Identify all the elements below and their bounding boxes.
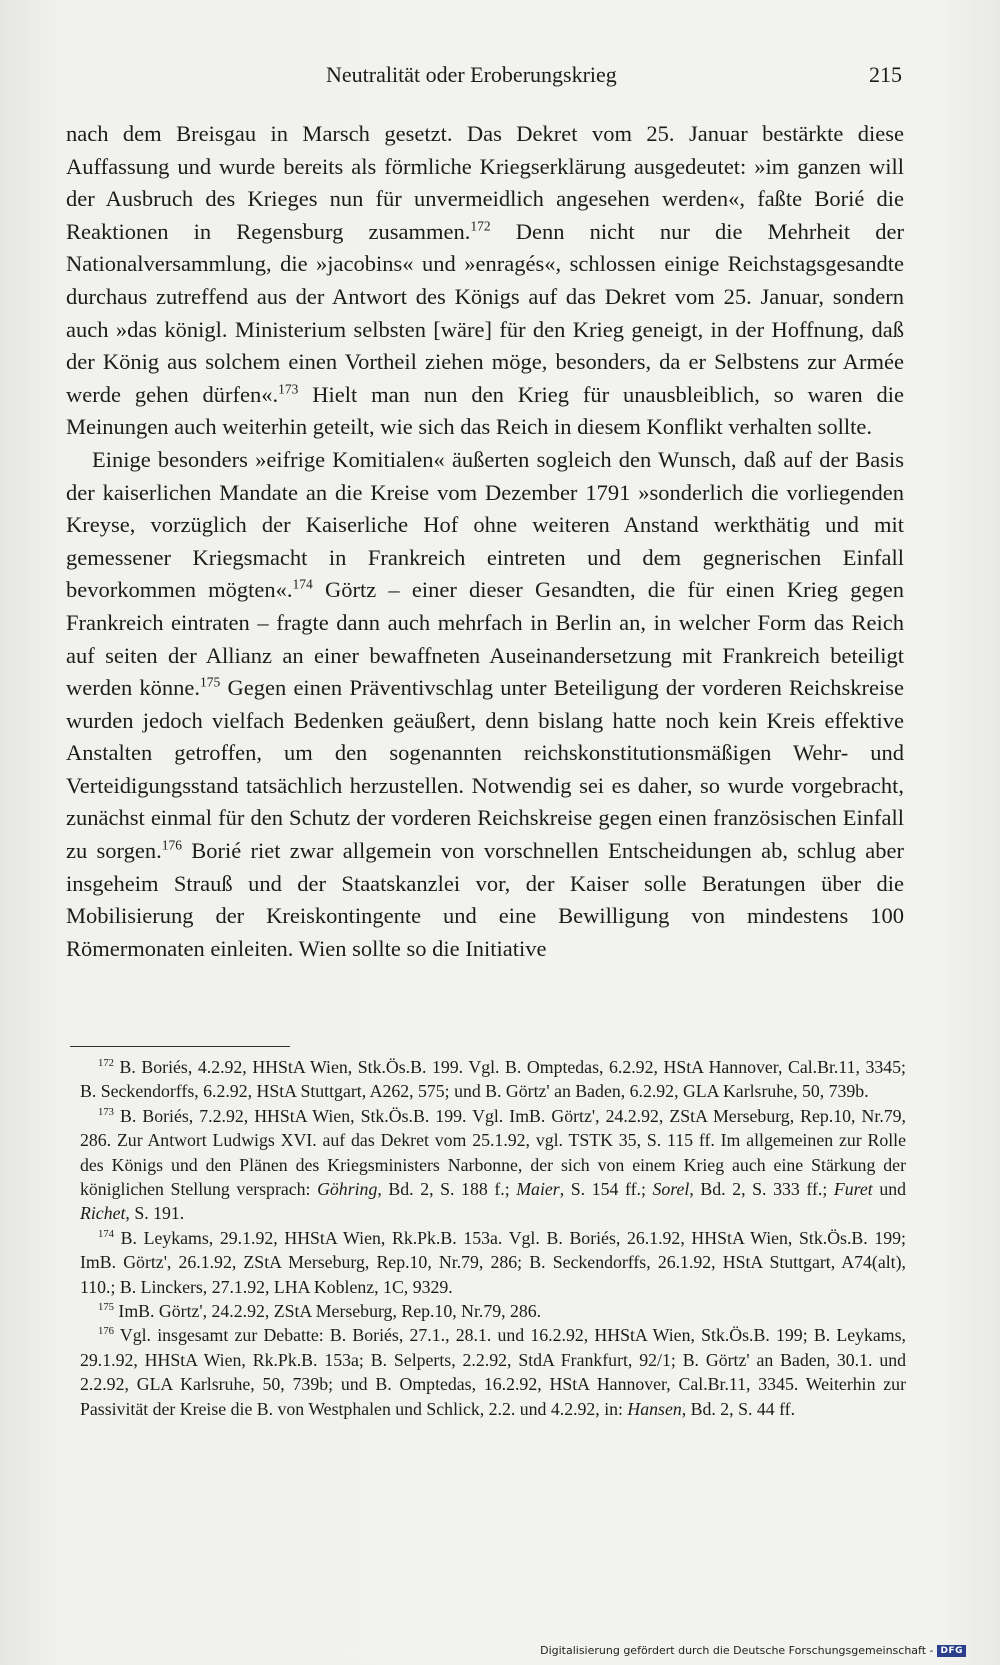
- footnote-number: 175: [98, 1301, 114, 1314]
- footnote-174: [80, 1226, 906, 1299]
- text-run: Einige besonders »eifrige Komitialen« äußerten sogleich den Wunsch, daß auf der Basis der kaiserlichen Mandate an die Kreise vom Dezember 1791 »sonderlich die vorliegenden Kreyse, vorzüglich der Kaiserliche Hof ohne weiteren Anstand werkthätig und mit gemessener Kriegsmacht in Frankreich eintreten und dem gegnerischen Einfall bevorkommen mögten«.: [66, 446, 904, 603]
- footnote-173: [80, 1104, 906, 1226]
- credit-text: Digitalisierung gefördert durch die Deutsche Forschungsgemeinschaft -: [540, 1644, 934, 1657]
- footnote-ref-175[interactable]: 175: [200, 674, 221, 690]
- running-header: [64, 62, 902, 102]
- footnote-number: 172: [98, 1057, 114, 1070]
- text-run: Hielt man nun den Krieg für unausbleiblich, so waren die Meinungen auch weiterhin geteilt, wie sich das Reich in diesem Konflikt verhalten sollte.: [66, 381, 904, 440]
- footnote-text: B. Boriés, 4.2.92, HHStA Wien, Stk.Ös.B. 199. Vgl. B. Omptedas, 6.2.92, HStA Hannover, Cal.Br.11, 3345; B. Seckendorffs, 6.2.92, HStA Stuttgart, A262, 575; und B. Görtz' an Baden, 6.2.92, GLA Karlsruhe, 50, 739b.: [80, 1057, 906, 1102]
- footnote-text: , Bd. 2, S. 333 ff.;: [689, 1179, 834, 1200]
- footnote-text: , S. 191.: [125, 1203, 185, 1224]
- footnote-text: B. Leykams, 29.1.92, HHStA Wien, Rk.Pk.B. 153a. Vgl. B. Boriés, 26.1.92, HHStA Wien, Stk.Ös.B. 199; ImB. Görtz', 26.1.92, ZStA Merseburg, Rep.10, Nr.79, 286; B. Seckendorffs, 26.1.92, HStA Stuttgart, A74(alt), 110.; B. Linckers, 27.1.92, LHA Koblenz, 1C, 9329.: [80, 1227, 906, 1297]
- author-name: Maier: [516, 1179, 560, 1200]
- text-run: nach dem Breisgau in Marsch gesetzt. Das Dekret vom 25. Januar bestärkte diese Auffassung und wurde bereits als förmliche Kriegserklärung ausgedeutet: »im ganzen will der Ausbruch des Krieges nun für unvermeidlich angesehen werden«, faßte Borié die Reaktionen in Regensburg zusammen.: [66, 121, 904, 244]
- footnote-ref-176[interactable]: 176: [161, 837, 182, 853]
- footnote-divider: [70, 1046, 290, 1047]
- footnote-text: Vgl. insgesamt zur Debatte: B. Boriés, 27.1., 28.1. und 16.2.92, HHStA Wien, Stk.Ös.B. 199; B. Leykams, 29.1.92, HHStA Wien, Rk.Pk.B. 153a; B. Selperts, 2.2.92, StdA Frankfurt, 92/1; B. Görtz' an Baden, 30.1. und 2.2.92, GLA Karlsruhe, 50, 739b; und B. Omptedas, 16.2.92, HStA Hannover, Cal.Br.11, 3345. Weiterhin zur Passivität der Kreise die B. von Westphalen und Schlick, 2.2. und 4.2.92, in:: [80, 1325, 906, 1419]
- dfg-logo-icon[interactable]: DFG: [937, 1645, 966, 1657]
- footnote-text: und: [872, 1179, 906, 1200]
- author-name: Sorel: [652, 1179, 690, 1200]
- paragraph-2: [66, 444, 904, 966]
- author-name: Göhring: [317, 1179, 378, 1200]
- footnotes: [80, 1055, 906, 1421]
- text-run: Gegen einen Präventivschlag unter Beteiligung der vorderen Reichskreise wurden jedoch vielfach Bedenken geäußert, denn bislang hatte noch kein Kreis effektive Anstalten getroffen, um den sogenannten reichskonstitutionsmäßigen Wehr- und Verteidigungsstand tatsächlich herzustellen. Notwendig sei es daher, so wurde vorgebracht, zunächst einmal für den Schutz der vorderen Reichskreise gegen einen französischen Einfall zu sorgen.: [66, 675, 905, 864]
- footnote-text: , S. 154 ff.;: [559, 1179, 653, 1200]
- footnote-number: 176: [98, 1325, 114, 1338]
- running-title: Neutralität oder Eroberungskrieg: [326, 62, 617, 87]
- footnote-text: , Bd. 2, S. 44 ff.: [681, 1398, 796, 1419]
- author-name: Furet: [833, 1179, 873, 1200]
- footnote-text: B. Boriés, 7.2.92, HHStA Wien, Stk.Ös.B. 199. Vgl. ImB. Görtz', 24.2.92, ZStA Merseburg, Rep.10, Nr.79, 286. Zur Antwort Ludwigs XVI. auf das Dekret vom 25.1.92, vgl. TSTK 35, S. 115 ff. Im allgemeinen zur Rolle des Königs und den Plänen des Kriegsministers Narbonne, der sich von einem Krieg auch eine Stärkung der königlichen Stellung versprach:: [80, 1105, 906, 1200]
- author-name: Hansen: [627, 1398, 682, 1419]
- footnote-175: [80, 1299, 906, 1323]
- author-name: Richet: [80, 1203, 126, 1224]
- footnote-text: ImB. Görtz', 24.2.92, ZStA Merseburg, Rep.10, Nr.79, 286.: [113, 1301, 542, 1322]
- footnote-ref-174[interactable]: 174: [292, 576, 313, 592]
- text-run: Denn nicht nur die Mehrheit der Nationalversammlung, die »jacobins« und »enragés«, schlossen einige Reichstagsgesandte durchaus zutreffend aus der Antwort des Königs auf das Dekret vom 25. Januar, sondern auch »das königl. Ministerium selbsten [wäre] für den Krieg geneigt, in der Hoffnung, daß der König aus solchem einen Vortheil ziehen möge, besonders, da er Selbstens zur Armée werde gehen dürfen«.: [66, 218, 904, 407]
- footnote-176: [80, 1323, 906, 1421]
- footnote-ref-173[interactable]: 173: [278, 381, 299, 397]
- footnote-ref-172[interactable]: 172: [470, 218, 491, 234]
- page-number: 215: [869, 62, 902, 87]
- footnote-text: , Bd. 2, S. 188 f.;: [377, 1179, 517, 1200]
- digitization-credit: [540, 1644, 966, 1657]
- footnote-number: 173: [98, 1105, 114, 1118]
- main-text: [66, 118, 904, 965]
- text-run: Görtz – einer dieser Gesandten, die für einen Krieg gegen Frankreich eintraten – fragte dann auch mehrfach in Berlin an, in welcher Form das Reich auf seiten der Allianz an einer bewaffneten Auseinandersetzung mit Frankreich beteiligt werden könne.: [66, 577, 904, 701]
- text-run: Borié riet zwar allgemein von vorschnellen Entscheidungen ab, schlug aber insgeheim Strauß und der Staatskanzlei vor, der Kaiser solle Beratungen über die Mobilisierung der Kreiskontingente und eine Bewilligung von mindestens 100 Römermonaten einleiten. Wien sollte so die Initiative: [66, 838, 904, 961]
- footnote-number: 174: [98, 1227, 114, 1240]
- footnote-172: [80, 1055, 906, 1104]
- paragraph-1: [66, 118, 904, 444]
